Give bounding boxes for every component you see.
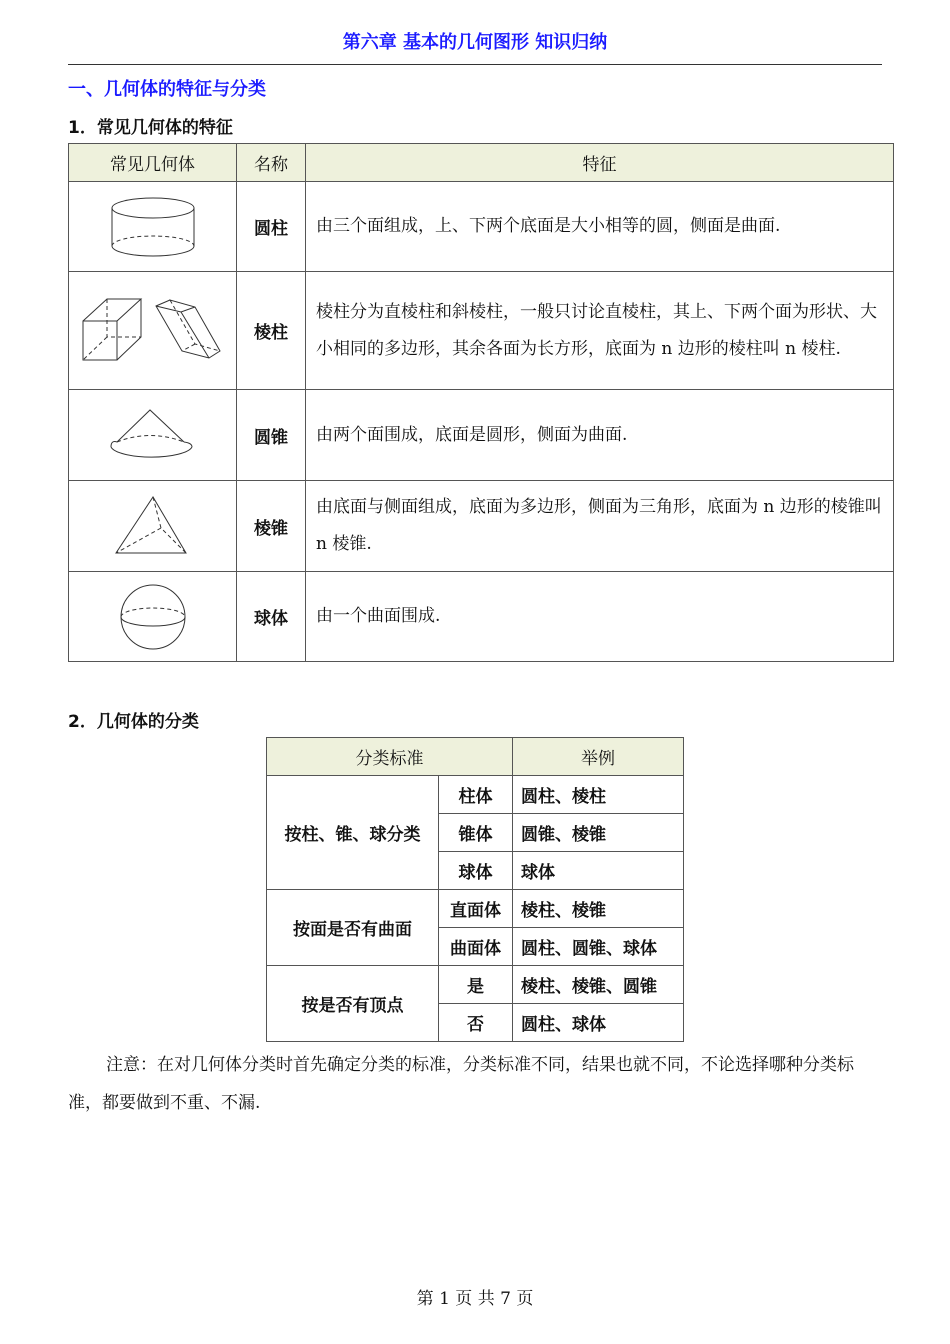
shape-feature: 棱柱分为直棱柱和斜棱柱，一般只讨论直棱柱，其上、下两个面为形状、大小相同的多边形，其余各面为长方形，底面为 n 边形的棱柱叫 n 棱柱. xyxy=(306,272,894,390)
example: 圆柱、棱柱 xyxy=(513,776,684,814)
table-row xyxy=(69,182,894,272)
cone-icon xyxy=(69,390,237,481)
criterion: 按面是否有曲面 xyxy=(267,890,439,966)
example: 棱柱、棱锥 xyxy=(513,890,684,928)
cylinder-icon xyxy=(69,182,237,272)
note-paragraph: 注意：在对几何体分类时首先确定分类的标准，分类标准不同，结果也就不同，不论选择哪种分类标准，都要做到不重、不漏. xyxy=(68,1055,854,1113)
table-row xyxy=(69,390,894,481)
example: 棱柱、棱锥、圆锥 xyxy=(513,966,684,1004)
section-heading: 一、几何体的特征与分类 xyxy=(68,79,266,100)
header-shape: 常见几何体 xyxy=(69,144,237,182)
shape-name: 圆锥 xyxy=(237,390,306,481)
shape-name: 棱柱 xyxy=(237,272,306,390)
type: 直面体 xyxy=(439,890,513,928)
subsection-heading-2: 2．几何体的分类 xyxy=(68,712,199,732)
criterion: 按柱、锥、球分类 xyxy=(267,776,439,890)
type: 否 xyxy=(439,1004,513,1042)
shape-name: 棱锥 xyxy=(237,481,306,572)
shape-name: 圆柱 xyxy=(237,182,306,272)
divider xyxy=(68,64,882,65)
example: 圆柱、球体 xyxy=(513,1004,684,1042)
criterion: 按是否有顶点 xyxy=(267,966,439,1042)
classification-table xyxy=(266,737,684,1042)
pyramid-icon xyxy=(69,481,237,572)
header-feature: 特征 xyxy=(306,144,894,182)
type: 是 xyxy=(439,966,513,1004)
example: 圆柱、圆锥、球体 xyxy=(513,928,684,966)
table-row xyxy=(69,272,894,390)
example: 球体 xyxy=(513,852,684,890)
features-table xyxy=(68,143,894,662)
table-row xyxy=(69,572,894,662)
shape-feature: 由三个面组成，上、下两个底面是大小相等的圆，侧面是曲面. xyxy=(306,182,894,272)
header-example: 举例 xyxy=(513,738,684,776)
header-criterion: 分类标准 xyxy=(267,738,513,776)
type: 曲面体 xyxy=(439,928,513,966)
header-name: 名称 xyxy=(237,144,306,182)
page-title: 第六章 基本的几何图形 知识归纳 xyxy=(342,32,608,53)
prism-icon xyxy=(69,272,237,390)
shape-feature: 由底面与侧面组成，底面为多边形，侧面为三角形，底面为 n 边形的棱锥叫 n 棱锥. xyxy=(306,481,894,572)
type: 柱体 xyxy=(439,776,513,814)
shape-feature: 由一个曲面围成. xyxy=(306,572,894,662)
table-row xyxy=(69,481,894,572)
shape-feature: 由两个面围成，底面是圆形，侧面为曲面. xyxy=(306,390,894,481)
page-footer: 第 1 页 共 7 页 xyxy=(416,1289,534,1309)
shape-name: 球体 xyxy=(237,572,306,662)
type: 锥体 xyxy=(439,814,513,852)
subsection-heading-1: 1．常见几何体的特征 xyxy=(68,118,233,138)
example: 圆锥、棱锥 xyxy=(513,814,684,852)
type: 球体 xyxy=(439,852,513,890)
sphere-icon xyxy=(69,572,237,662)
